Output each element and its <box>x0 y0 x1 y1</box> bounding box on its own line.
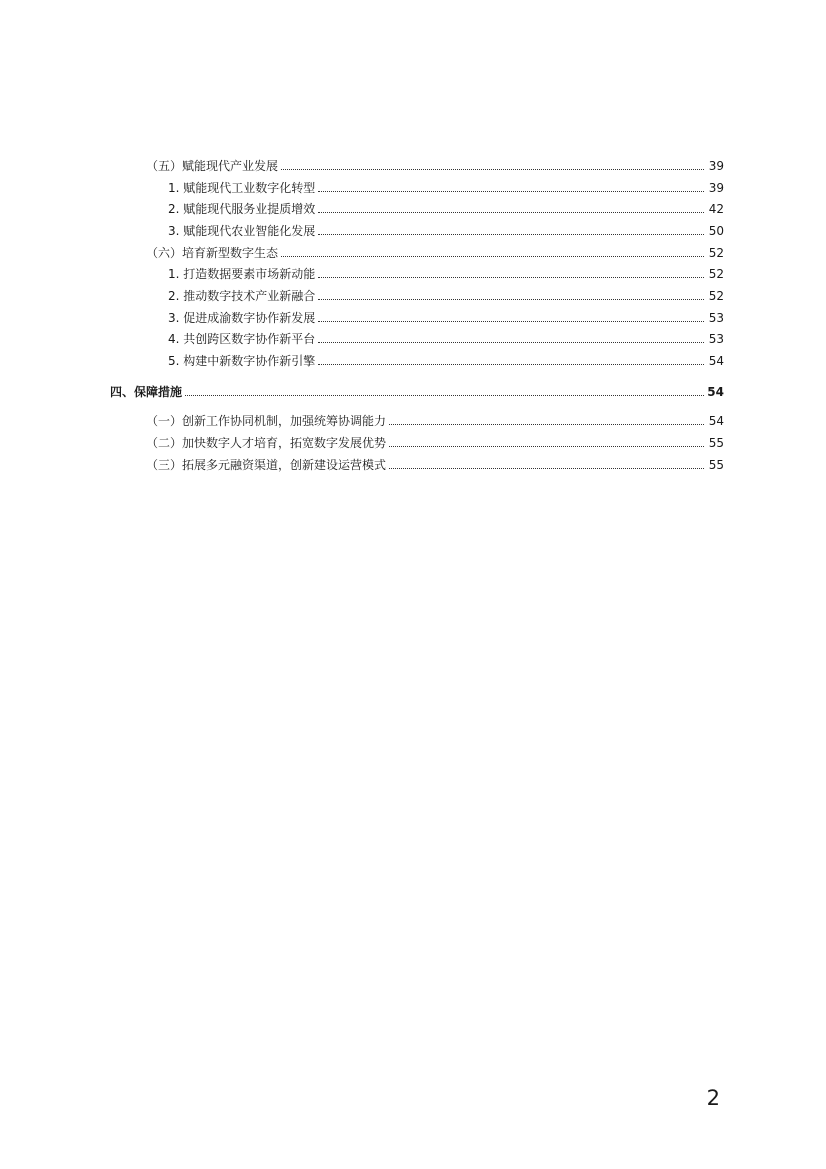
toc-entry-title: （三）拓展多元融资渠道，创新建设运营模式 <box>146 458 387 472</box>
toc-entry-title: 4. 共创跨区数字协作新平台 <box>168 332 316 346</box>
toc-entry-item[interactable] <box>168 197 724 217</box>
toc-leader-dots <box>318 326 704 343</box>
toc-entry-item[interactable] <box>168 306 724 326</box>
toc-entry-page: 53 <box>708 332 724 346</box>
toc-entry-page: 39 <box>708 181 724 195</box>
toc-entry-title: （五）赋能现代产业发展 <box>146 159 279 173</box>
toc-leader-dots <box>318 196 704 213</box>
toc-entry-page: 42 <box>708 202 724 216</box>
toc-entry-section[interactable] <box>146 453 724 473</box>
toc-entry-title: （六）培育新型数字生态 <box>146 246 279 260</box>
toc-entry-section[interactable] <box>146 241 724 261</box>
toc-entry-section[interactable] <box>146 409 724 429</box>
toc-leader-dots <box>318 348 704 365</box>
toc-entry-page: 53 <box>708 311 724 325</box>
toc-leader-dots <box>318 175 704 192</box>
toc-leader-dots <box>281 240 704 257</box>
toc-entry-title: 3. 赋能现代农业智能化发展 <box>168 224 316 238</box>
toc-entry-page: 54 <box>708 354 724 368</box>
toc-entry-section[interactable] <box>146 154 724 174</box>
toc-leader-dots <box>185 379 704 396</box>
toc-entry-page: 52 <box>708 289 724 303</box>
toc-entry-page: 52 <box>708 267 724 281</box>
toc-entry-title: 2. 推动数字技术产业新融合 <box>168 289 316 303</box>
toc-leader-dots <box>318 261 704 278</box>
toc-entry-title: 5. 构建中新数字协作新引擎 <box>168 354 316 368</box>
toc-leader-dots <box>318 218 704 235</box>
toc-entry-item[interactable] <box>168 327 724 347</box>
toc-entry-title: 3. 促进成渝数字协作新发展 <box>168 311 316 325</box>
toc-entry-page: 55 <box>708 436 724 450</box>
toc-entry-item[interactable] <box>168 262 724 282</box>
toc-entry-page: 52 <box>708 246 724 260</box>
toc-entry-title: （一）创新工作协同机制，加强统筹协调能力 <box>146 414 387 428</box>
toc-entry-item[interactable] <box>168 284 724 304</box>
toc-entry-page: 50 <box>708 224 724 238</box>
page-number: 2 <box>706 1086 720 1110</box>
toc-entry-section[interactable] <box>146 431 724 451</box>
toc-entry-item[interactable] <box>168 176 724 196</box>
toc-leader-dots <box>389 452 704 469</box>
toc-entry-item[interactable] <box>168 349 724 369</box>
toc-entry-chapter[interactable] <box>110 380 724 400</box>
toc-entry-title: 1. 赋能现代工业数字化转型 <box>168 181 316 195</box>
toc-entry-title: 2. 赋能现代服务业提质增效 <box>168 202 316 216</box>
toc-entry-item[interactable] <box>168 219 724 239</box>
toc-leader-dots <box>389 408 704 425</box>
toc-entry-page: 54 <box>708 414 724 428</box>
toc-entry-page: 55 <box>708 458 724 472</box>
toc-entry-title: （二）加快数字人才培育，拓宽数字发展优势 <box>146 436 387 450</box>
toc-entry-title: 四、保障措施 <box>110 385 183 399</box>
toc-leader-dots <box>281 153 704 170</box>
toc-leader-dots <box>389 430 704 447</box>
toc-leader-dots <box>318 305 704 322</box>
toc-leader-dots <box>318 283 704 300</box>
toc-entry-title: 1. 打造数据要素市场新动能 <box>168 267 316 281</box>
toc-entry-page: 39 <box>708 159 724 173</box>
toc-entry-page: 54 <box>707 385 724 399</box>
